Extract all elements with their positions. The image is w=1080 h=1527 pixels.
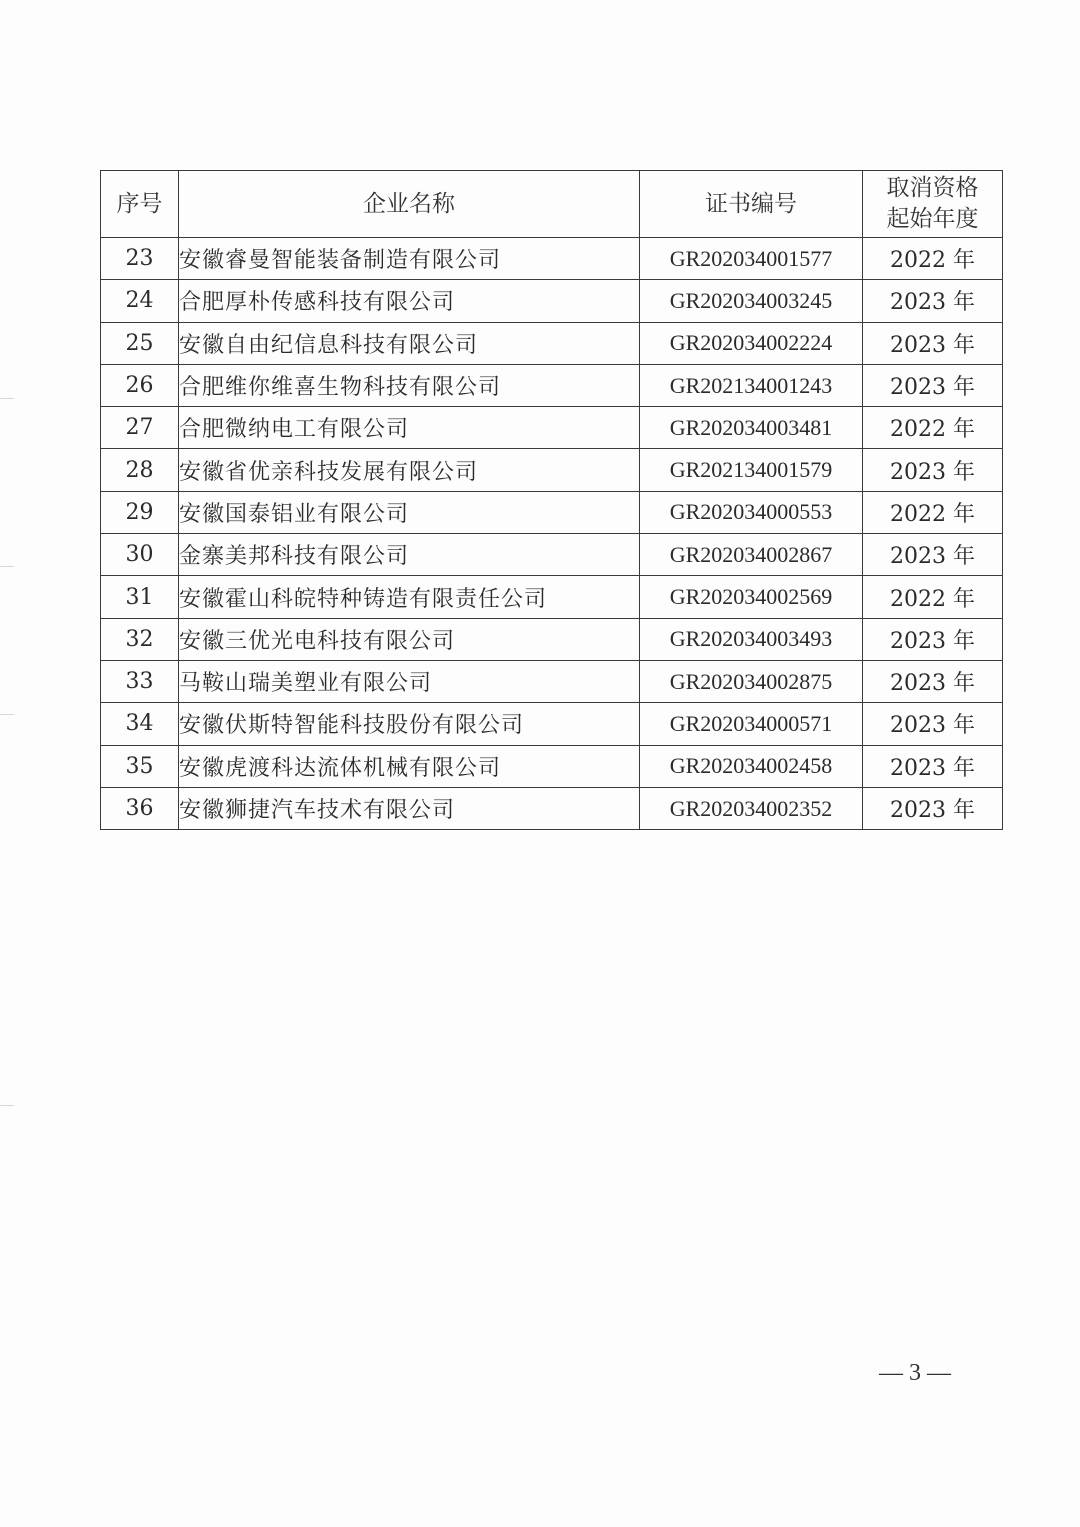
table-row <box>101 322 1003 364</box>
row-seq: 34 <box>101 703 179 745</box>
row-company-name: 安徽省优亲科技发展有限公司 <box>179 449 640 491</box>
header-company-name: 企业名称 <box>179 171 640 238</box>
row-certificate-number: GR202034002352 <box>640 787 863 829</box>
row-certificate-number: GR202034003245 <box>640 280 863 322</box>
table-row <box>101 576 1003 618</box>
row-start-year: 2022 年 <box>863 238 1003 280</box>
table-row <box>101 703 1003 745</box>
table-row <box>101 787 1003 829</box>
row-seq: 33 <box>101 660 179 702</box>
row-certificate-number: GR202034003493 <box>640 618 863 660</box>
header-certificate-number: 证书编号 <box>640 171 863 238</box>
table-row <box>101 364 1003 406</box>
row-certificate-number: GR202134001243 <box>640 364 863 406</box>
row-certificate-number: GR202034002458 <box>640 745 863 787</box>
header-start-year <box>863 171 1003 238</box>
row-certificate-number: GR202034002224 <box>640 322 863 364</box>
table-body <box>101 238 1003 830</box>
header-start-year-line1: 取消资格 <box>886 175 979 201</box>
margin-mark <box>0 1105 14 1106</box>
row-company-name: 安徽睿曼智能装备制造有限公司 <box>179 238 640 280</box>
row-company-name: 安徽自由纪信息科技有限公司 <box>179 322 640 364</box>
row-seq: 27 <box>101 407 179 449</box>
row-start-year: 2023 年 <box>863 449 1003 491</box>
table-row <box>101 280 1003 322</box>
row-seq: 35 <box>101 745 179 787</box>
row-company-name: 安徽霍山科皖特种铸造有限责任公司 <box>179 576 640 618</box>
row-seq: 25 <box>101 322 179 364</box>
row-start-year: 2023 年 <box>863 787 1003 829</box>
row-company-name: 安徽狮捷汽车技术有限公司 <box>179 787 640 829</box>
table-row <box>101 660 1003 702</box>
margin-mark <box>0 714 14 715</box>
row-certificate-number: GR202134001579 <box>640 449 863 491</box>
row-certificate-number: GR202034002569 <box>640 576 863 618</box>
row-certificate-number: GR202034003481 <box>640 407 863 449</box>
row-certificate-number: GR202034001577 <box>640 238 863 280</box>
row-company-name: 安徽虎渡科达流体机械有限公司 <box>179 745 640 787</box>
row-start-year: 2023 年 <box>863 280 1003 322</box>
page-number: — 3 — <box>879 1360 951 1386</box>
row-start-year: 2023 年 <box>863 745 1003 787</box>
row-start-year: 2023 年 <box>863 660 1003 702</box>
row-start-year: 2023 年 <box>863 364 1003 406</box>
row-company-name: 安徽三优光电科技有限公司 <box>179 618 640 660</box>
row-company-name: 合肥维你维喜生物科技有限公司 <box>179 364 640 406</box>
table-row <box>101 534 1003 576</box>
row-start-year: 2023 年 <box>863 534 1003 576</box>
row-company-name: 金寨美邦科技有限公司 <box>179 534 640 576</box>
header-start-year-line2: 起始年度 <box>886 206 979 232</box>
table-header <box>101 171 1003 238</box>
table-row <box>101 491 1003 533</box>
revocation-table <box>100 170 1003 830</box>
row-seq: 32 <box>101 618 179 660</box>
margin-mark <box>0 398 14 399</box>
row-start-year: 2022 年 <box>863 407 1003 449</box>
row-company-name: 马鞍山瑞美塑业有限公司 <box>179 660 640 702</box>
row-seq: 30 <box>101 534 179 576</box>
row-certificate-number: GR202034002875 <box>640 660 863 702</box>
row-seq: 29 <box>101 491 179 533</box>
row-company-name: 安徽伏斯特智能科技股份有限公司 <box>179 703 640 745</box>
row-seq: 28 <box>101 449 179 491</box>
row-start-year: 2023 年 <box>863 618 1003 660</box>
row-start-year: 2022 年 <box>863 576 1003 618</box>
row-start-year: 2023 年 <box>863 703 1003 745</box>
table-row <box>101 238 1003 280</box>
row-seq: 26 <box>101 364 179 406</box>
row-company-name: 安徽国泰铝业有限公司 <box>179 491 640 533</box>
row-seq: 24 <box>101 280 179 322</box>
row-seq: 31 <box>101 576 179 618</box>
row-certificate-number: GR202034000571 <box>640 703 863 745</box>
header-seq: 序号 <box>101 171 179 238</box>
row-start-year: 2023 年 <box>863 322 1003 364</box>
row-certificate-number: GR202034000553 <box>640 491 863 533</box>
row-seq: 36 <box>101 787 179 829</box>
row-certificate-number: GR202034002867 <box>640 534 863 576</box>
row-seq: 23 <box>101 238 179 280</box>
row-company-name: 合肥厚朴传感科技有限公司 <box>179 280 640 322</box>
table-row <box>101 618 1003 660</box>
row-start-year: 2022 年 <box>863 491 1003 533</box>
margin-mark <box>0 566 14 567</box>
row-company-name: 合肥微纳电工有限公司 <box>179 407 640 449</box>
table-row <box>101 449 1003 491</box>
table-row <box>101 407 1003 449</box>
table-row <box>101 745 1003 787</box>
